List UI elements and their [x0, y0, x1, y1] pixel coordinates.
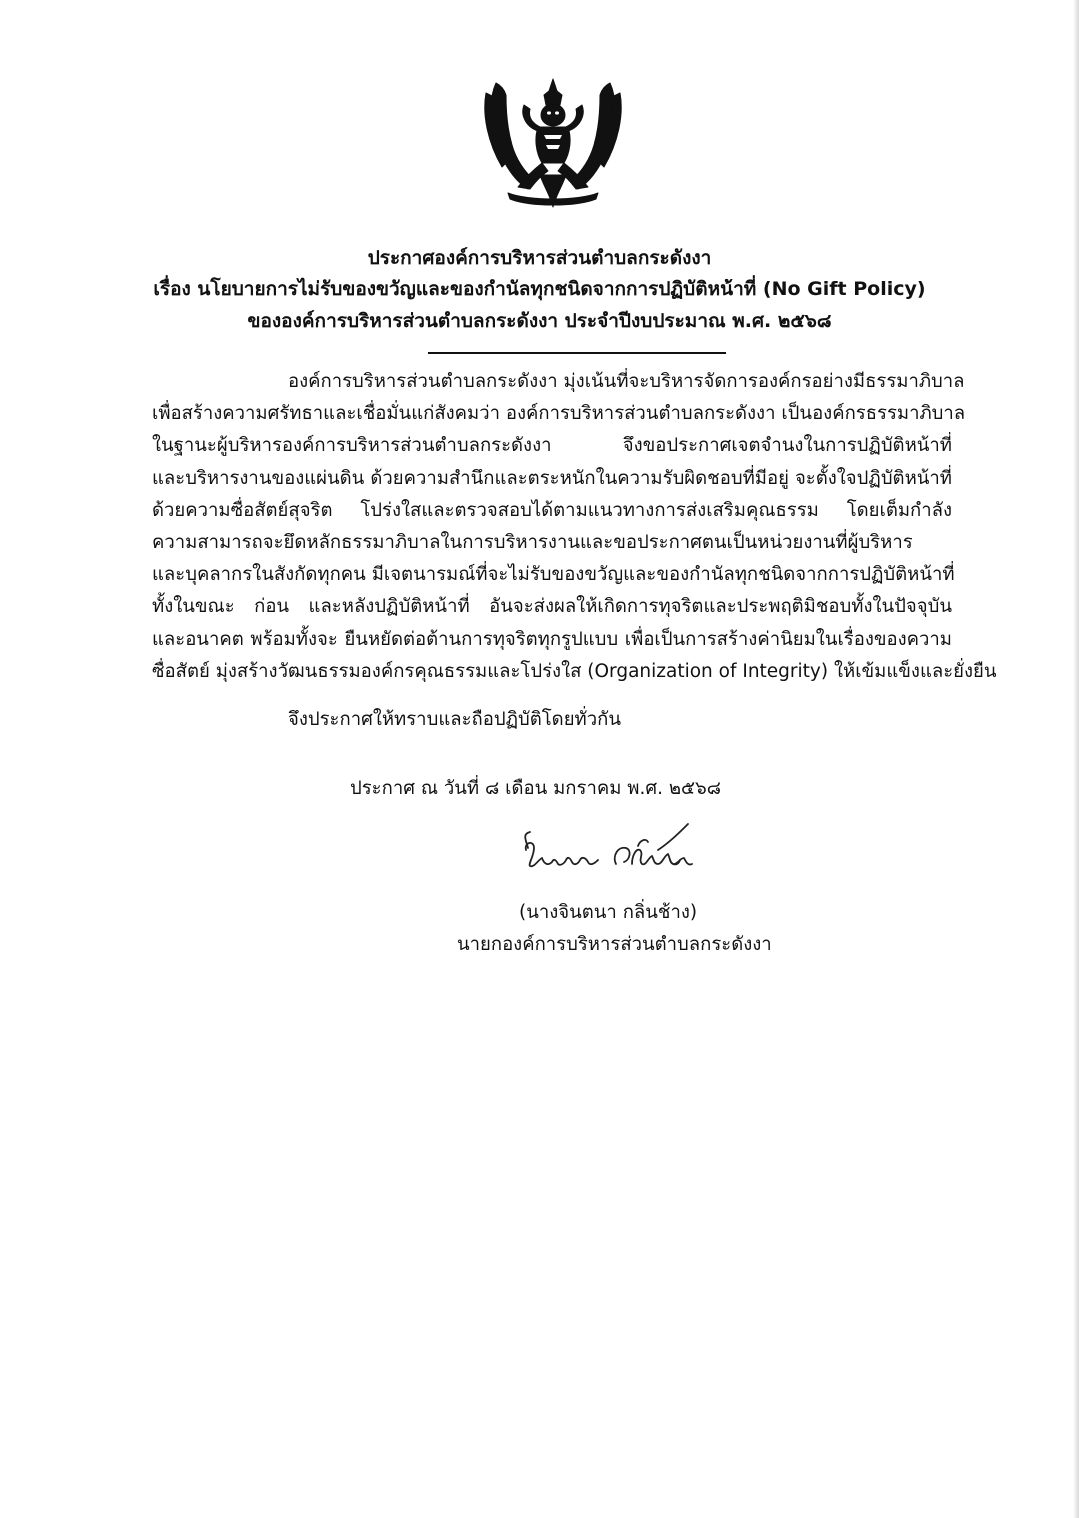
page-edge	[1073, 0, 1079, 1518]
body-line: ซื่อสัตย์ มุ่งสร้างวัฒนธรรมองค์กรคุณธรรมและโปร่งใส (Organization of Integrity) ให้เข้มแข็งและยั่งยืน	[152, 660, 997, 682]
heading-subject: เรื่อง นโยบายการไม่รับของขวัญและของกำนัลทุกชนิดจากการปฏิบัติหน้าที่ (No Gift Policy)	[153, 278, 926, 300]
body-line: และบริหารงานของแผ่นดิน ด้วยความสำนึกและตระหนักในความรับผิดชอบที่มีอยู่ จะตั้งใจปฏิบัติหน้าที่	[152, 467, 952, 489]
body-line: ด้วยความซื่อสัตย์สุจริต โปร่งใสและตรวจสอบได้ตามแนวทางการส่งเสริมคุณธรรม โดยเต็มกำลัง	[152, 499, 952, 521]
announcement-date: ประกาศ ณ วันที่ ๘ เดือน มกราคม พ.ศ. ๒๕๖๘	[350, 778, 722, 799]
body-line: ในฐานะผู้บริหารองค์การบริหารส่วนตำบลกระดังงา จึงขอประกาศเจตจำนงในการปฏิบัติหน้าที่	[152, 435, 952, 457]
body-line: และบุคลากรในสังกัดทุกคน มีเจตนารมณ์ที่จะไม่รับของขวัญและของกำนัลทุกชนิดจากการปฏิบัติหน้าที่	[152, 564, 955, 586]
announcement-closing: จึงประกาศให้ทราบและถือปฏิบัติโดยทั่วกัน	[288, 709, 621, 730]
heading-fiscal-year: ขององค์การบริหารส่วนตำบลกระดังงา ประจำปีงบประมาณ พ.ศ. ๒๕๖๘	[247, 310, 832, 332]
body-line: ทั้งในขณะ ก่อน และหลังปฏิบัติหน้าที่ อันจะส่งผลให้เกิดการทุจริตและประพฤติมิชอบทั้งในปัจจุบัน	[152, 596, 952, 618]
body-line: และอนาคต พร้อมทั้งจะ ยืนหยัดต่อต้านการทุจริตทุกรูปแบบ เพื่อเป็นการสร้างค่านิยมในเรื่องของความ	[152, 628, 952, 650]
body-paragraph	[152, 366, 997, 688]
handwritten-signature	[520, 820, 710, 882]
body-line: ความสามารถจะยึดหลักธรรมาภิบาลในการบริหารงานและขอประกาศตนเป็นหน่วยงานที่ผู้บริหาร	[152, 532, 913, 554]
body-line: เพื่อสร้างความศรัทธาและเชื่อมั่นแก่สังคมว่า องค์การบริหารส่วนตำบลกระดังงา เป็นองค์กรธรรมาภิบาล	[152, 403, 966, 425]
heading-organization: ประกาศองค์การบริหารส่วนตำบลกระดังงา	[367, 247, 712, 269]
body-line: องค์การบริหารส่วนตำบลกระดังงา มุ่งเน้นที่จะบริหารจัดการองค์กรอย่างมีธรรมาภิบาล	[288, 371, 965, 392]
garuda-emblem-icon	[478, 75, 628, 210]
signer-name: (นางจินตนา กลิ่นช้าง)	[519, 902, 698, 923]
heading-divider	[428, 352, 726, 354]
signer-title: นายกองค์การบริหารส่วนตำบลกระดังงา	[457, 934, 772, 955]
